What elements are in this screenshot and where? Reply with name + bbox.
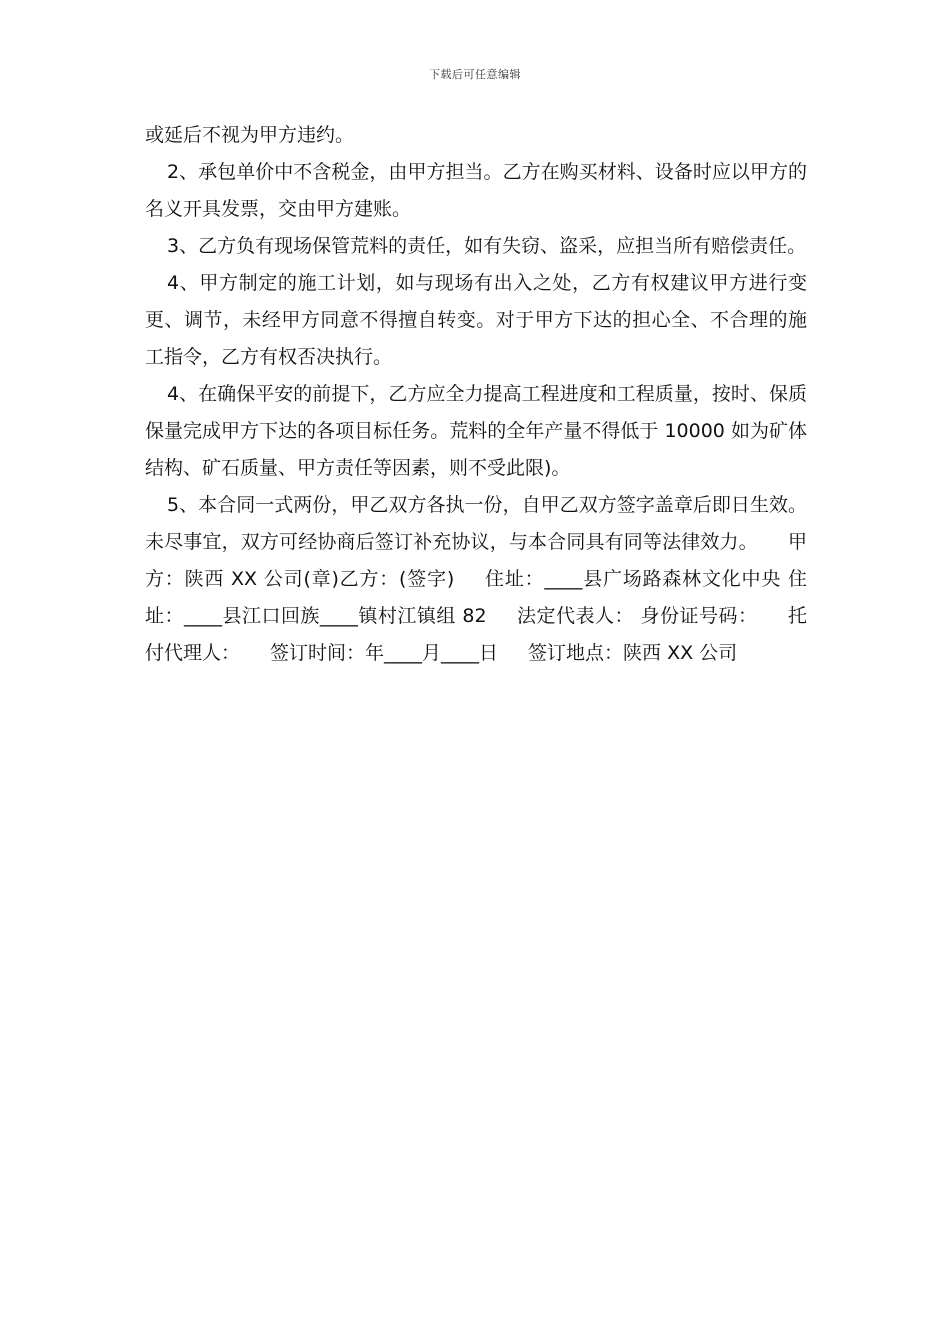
paragraph-clause-4a: 4、甲方制定的施工计划，如与现场有出入之处，乙方有权建议甲方进行变更、调节，未经甲方同意不得擅自转变。对于甲方下达的担心全、不合理的施工指令，乙方有权否决执行。 [145,272,807,368]
paragraph-clause-4b: 4、在确保平安的前提下，乙方应全力提高工程进度和工程质量，按时、保质保量完成甲方下达的各项目标任务。荒料的全年产量不得低于 10000 如为矿体结构、矿石质量、甲方责任等因素，则不受此限)。 [145,383,807,479]
paragraph-clause-3: 3、乙方负有现场保管荒料的责任，如有失窃、盗采，应担当所有赔偿责任。 [167,235,807,257]
party-b-label: 乙方：(签字) [338,568,455,590]
sign-place: 签订地点：陕西 XX 公司 [528,642,738,664]
address-b: 住址：____县江口回族____镇村江镇组 82 [145,568,807,627]
document-body [145,117,807,672]
agent-label: 托付代理人： [145,605,807,664]
paragraph-continuation: 或延后不视为甲方违约。 [145,124,355,146]
address-a: 住址：____县广场路森林文化中央 [484,568,782,590]
legal-representative-label: 法定代表人： [516,605,634,627]
id-number-label: 身份证号码： [640,605,758,627]
party-a-label: 甲方：陕西 XX 公司(章) [145,531,807,590]
paragraph-clause-5 [145,487,807,672]
paragraph-clause-2: 2、承包单价中不含税金，由甲方担当。乙方在购买材料、设备时应以甲方的名义开具发票，交由甲方建账。 [145,161,807,220]
page-header: 下载后可任意编辑 [429,68,521,81]
sign-date: 签订时间：年____月____日 [270,642,499,664]
clause-5-body: 5、本合同一式两份，甲乙双方各执一份，自甲乙双方签字盖章后即日生效。未尽事宜，双方可经协商后签订补充协议，与本合同具有同等法律效力。 [145,494,807,553]
